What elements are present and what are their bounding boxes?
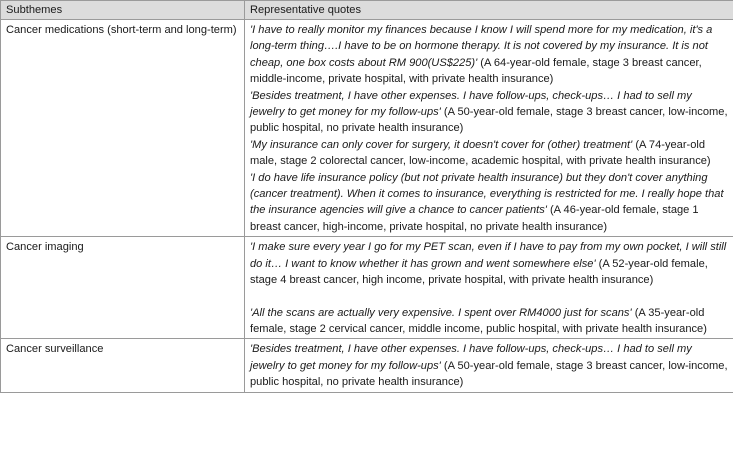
- quote-attribution: (A 52-year-old female, stage 4 breast cancer, high income, private hospital, with private health insurance): [250, 257, 708, 287]
- table-body: [1, 20, 733, 393]
- header-row: [1, 1, 733, 20]
- quote-text: 'Besides treatment, I have other expenses. I have follow-ups, check-ups… I had to sell my jewelry to get money for my follow-ups': [250, 343, 692, 372]
- quote: [250, 341, 728, 390]
- quote-text: 'My insurance can only cover for surgery, it doesn't cover for (other) treatment': [250, 138, 633, 151]
- table-row: [1, 20, 733, 237]
- quote: [250, 170, 728, 236]
- quote-text: 'Besides treatment, I have other expenses. I have follow-ups, check-ups… I had to sell my jewelry to get money for my follow-ups': [250, 89, 692, 119]
- table-row: [1, 339, 733, 392]
- subtheme-cell: Cancer medications (short-term and long-term): [1, 20, 245, 237]
- quote: [250, 239, 728, 288]
- quote-attribution: (A 46-year-old female, stage 1 breast cancer, high-income, private hospital, no private health insurance): [250, 204, 699, 233]
- subtheme-cell: Cancer surveillance: [1, 339, 245, 392]
- quote: [250, 137, 728, 170]
- quote-text: 'All the scans are actually very expensive. I spent over RM4000 just for scans': [250, 306, 632, 319]
- quote-attribution: (A 35-year-old female, stage 2 cervical cancer, middle income, public hospital, with private health insurance): [250, 306, 707, 335]
- quote-attribution: (A 74-year-old male, stage 2 colorectal cancer, low-income, academic hospital, with private health insurance): [250, 138, 711, 168]
- quote-text: 'I make sure every year I go for my PET scan, even if I have to pay from my own pocket, I will still do it… I want to know whether it has grown and went somewhere else': [250, 241, 727, 270]
- subtheme-cell: Cancer imaging: [1, 237, 245, 339]
- quote: [250, 88, 728, 137]
- header-subthemes: Subthemes: [1, 1, 245, 20]
- quote-attribution: (A 50-year-old female, stage 3 breast cancer, low-income, public hospital, no private health insurance): [250, 106, 728, 135]
- quotes-cell: [245, 20, 733, 237]
- table-row: [1, 237, 733, 339]
- quote: [250, 305, 728, 338]
- table-header: [1, 1, 733, 20]
- quote-text: 'I do have life insurance policy (but not private health insurance) but they don't cover anything (cancer treatment). When it comes to insurance, everything is restricted for me. I really hope that the insurance agencies will give a chance to cancer patients': [250, 171, 724, 217]
- quotes-cell: [245, 237, 733, 339]
- header-representative-quotes: Representative quotes: [245, 1, 733, 20]
- quote-attribution: (A 50-year-old female, stage 3 breast cancer, low-income, public hospital, no private health insurance): [250, 359, 728, 389]
- quote-attribution: (A 64-year-old female, stage 3 breast cancer, middle-income, private hospital, with private health insurance): [250, 56, 702, 86]
- quote-text: 'I have to really monitor my finances because I know I will spend more for my medication, it's a long-term thing….I have to be on hormone therapy. It is not covered by my insurance. It is not cheap, one box costs about RM 900(US$225)': [250, 24, 713, 69]
- quote: [250, 22, 728, 88]
- quotes-cell: [245, 339, 733, 392]
